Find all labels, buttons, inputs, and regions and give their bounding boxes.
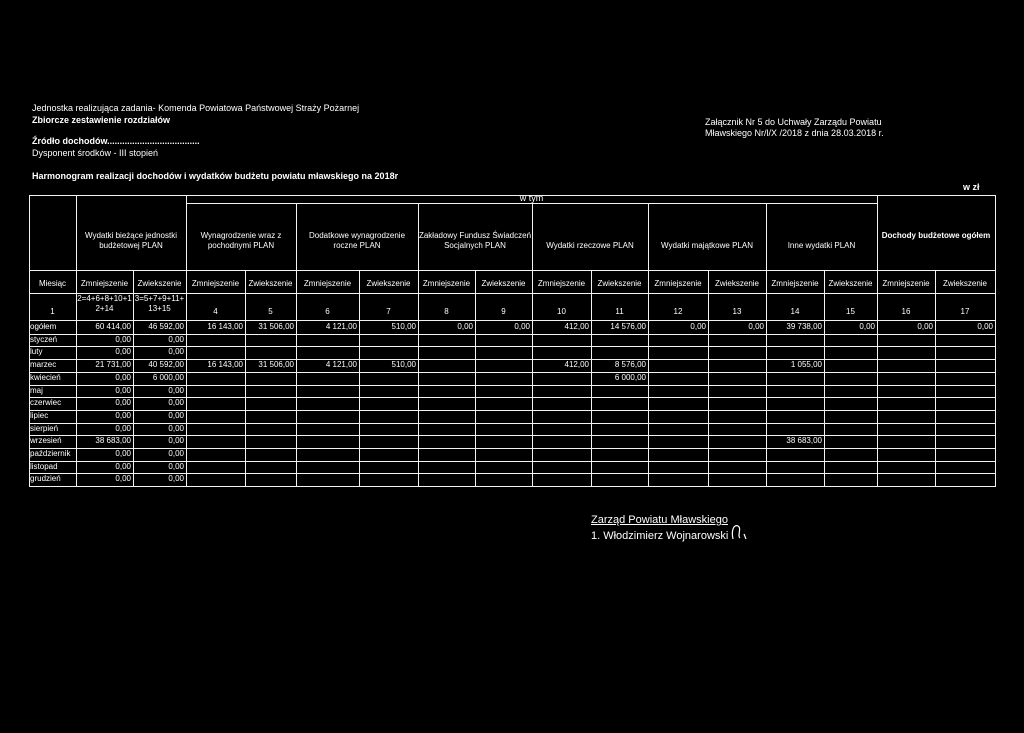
row-0-value-9: 0,00: [514, 322, 530, 331]
row-2-value-3: 0,00: [168, 347, 184, 356]
column-number-13: 13: [732, 307, 742, 316]
row-4-value-11: 6 000,00: [614, 373, 646, 382]
row-0-value-6: 4 121,00: [325, 322, 357, 331]
row-month-6: czerwiec: [30, 398, 62, 407]
row-month-11: listopad: [30, 462, 58, 471]
row-0-value-10: 412,00: [564, 322, 589, 331]
row-month-4: kwiecień: [30, 373, 61, 382]
row-7-value-2: 0,00: [115, 411, 131, 420]
row-month-7: lipiec: [30, 411, 49, 420]
row-10-value-3: 0,00: [168, 449, 184, 458]
sub-header-10: Zwiekszenie: [597, 279, 642, 288]
summary-label: Zbiorcze zestawienie rozdziałów: [32, 115, 171, 125]
row-month-10: październik: [30, 449, 71, 458]
board-member: 1. Włodzimierz Wojnarowski: [591, 530, 729, 542]
row-4-value-2: 0,00: [115, 373, 131, 382]
board-name: Zarząd Powiatu Mławskiego: [591, 514, 728, 526]
row-9-value-3: 0,00: [168, 436, 184, 445]
row-0-value-13: 0,00: [748, 322, 764, 331]
group-majatkowe: Wydatki majątkowe PLAN: [661, 241, 753, 250]
column-number-16: 16: [901, 307, 911, 316]
row-0-value-8: 0,00: [457, 322, 473, 331]
row-month-3: marzec: [30, 360, 57, 369]
column-number-6: 6: [325, 307, 330, 316]
column-number-15: 15: [846, 307, 855, 316]
sub-header-5: Zmniejszenie: [303, 279, 352, 288]
row-9-value-14: 38 683,00: [786, 436, 822, 445]
row-1-value-2: 0,00: [115, 335, 131, 344]
sub-header-3: Zmniejszenie: [191, 279, 240, 288]
row-8-value-2: 0,00: [115, 424, 131, 433]
row-3-value-10: 412,00: [564, 360, 589, 369]
row-month-0: ogółem: [30, 322, 57, 331]
row-10-value-2: 0,00: [115, 449, 131, 458]
row-0-value-15: 0,00: [859, 322, 875, 331]
row-month-8: sierpień: [30, 424, 59, 433]
group-zfss: Zakładowy Fundusz Świadczeń Socjalnych PLAN: [418, 231, 532, 250]
page-title: Harmonogram realizacji dochodów i wydatków budżetu powiatu mławskiego na 2018r: [32, 171, 399, 181]
row-3-value-5: 31 506,00: [258, 360, 294, 369]
sub-header-6: Zwiekszenie: [366, 279, 411, 288]
row-0-value-11: 14 576,00: [610, 322, 646, 331]
month-header: Miesiąc: [38, 279, 67, 288]
row-month-9: wrzesień: [30, 436, 62, 445]
row-12-value-3: 0,00: [168, 474, 184, 483]
sub-header-4: Zwiekszenie: [248, 279, 293, 288]
row-1-value-3: 0,00: [168, 335, 184, 344]
column-number-9: 9: [501, 307, 506, 316]
sub-header-2: Zwiekszenie: [137, 279, 182, 288]
column-number-2: 2=4+6+8+10+1 2+14: [77, 294, 132, 313]
column-number-3: 3=5+7+9+11+ 13+15: [134, 294, 185, 313]
group-dochody: Dochody budżetowe ogółem: [881, 231, 991, 240]
sub-header-7: Zmniejszenie: [422, 279, 471, 288]
row-0-value-17: 0,00: [977, 322, 993, 331]
group-inne: Inne wydatki PLAN: [787, 241, 856, 250]
row-month-12: grudzień: [30, 474, 61, 483]
row-6-value-3: 0,00: [168, 398, 184, 407]
row-3-value-2: 21 731,00: [95, 360, 131, 369]
row-4-value-3: 6 000,00: [152, 373, 184, 382]
sub-header-14: Zwiekszenie: [828, 279, 873, 288]
row-month-2: luty: [30, 347, 43, 356]
sub-header-9: Zmniejszenie: [537, 279, 586, 288]
dysponent: Dysponent środków - III stopień: [32, 148, 159, 158]
column-number-10: 10: [557, 307, 566, 316]
row-0-value-14: 39 738,00: [786, 322, 822, 331]
income-source: Źródło dochodów.....................................: [32, 136, 200, 146]
w-tym-label: w tym: [519, 193, 544, 203]
sub-header-16: Zwiekszenie: [942, 279, 987, 288]
row-3-value-4: 16 143,00: [207, 360, 243, 369]
row-0-value-16: 0,00: [917, 322, 933, 331]
row-0-value-3: 46 592,00: [148, 322, 184, 331]
column-number-17: 17: [960, 307, 970, 316]
column-number-8: 8: [444, 307, 449, 316]
group-rzeczowe: Wydatki rzeczowe PLAN: [546, 241, 634, 250]
column-number-5: 5: [268, 307, 273, 316]
sub-header-12: Zwiekszenie: [714, 279, 759, 288]
unit-name: Jednostka realizująca zadania- Komenda Powiatowa Państwowej Straży Pożarnej: [32, 103, 360, 113]
row-3-value-3: 40 592,00: [148, 360, 184, 369]
group-wynagrodzenie: Wynagrodzenie wraz z pochodnymi PLAN: [200, 231, 282, 250]
row-0-value-7: 510,00: [391, 322, 416, 331]
row-2-value-2: 0,00: [115, 347, 131, 356]
sub-header-15: Zmniejszenie: [882, 279, 930, 288]
sub-header-11: Zmniejszenie: [654, 279, 702, 288]
row-0-value-2: 60 414,00: [95, 322, 131, 331]
column-number-14: 14: [790, 307, 800, 316]
currency-unit: w zł: [963, 182, 980, 192]
column-number-12: 12: [673, 307, 683, 316]
row-11-value-2: 0,00: [115, 462, 131, 471]
row-month-5: maj: [30, 386, 43, 395]
group-wydatki-biezace: Wydatki bieżące jednostki budżetowej PLAN: [85, 231, 177, 250]
row-8-value-3: 0,00: [168, 424, 184, 433]
column-number-4: 4: [213, 307, 218, 316]
row-0-value-4: 16 143,00: [207, 322, 243, 331]
attachment-line2: Mławskiego Nr/l/X /2018 z dnia 28.03.2018 r.: [705, 128, 884, 138]
row-5-value-2: 0,00: [115, 386, 131, 395]
row-3-value-6: 4 121,00: [325, 360, 357, 369]
row-12-value-2: 0,00: [115, 474, 131, 483]
row-3-value-7: 510,00: [391, 360, 416, 369]
attachment-line1: Załącznik Nr 5 do Uchwały Zarządu Powiatu: [705, 117, 882, 127]
sub-header-1: Zmniejszenie: [80, 279, 129, 288]
sub-header-8: Zwiekszenie: [481, 279, 526, 288]
row-11-value-3: 0,00: [168, 462, 184, 471]
row-5-value-3: 0,00: [168, 386, 184, 395]
sub-header-13: Zmniejszenie: [771, 279, 819, 288]
row-3-value-14: 1 055,00: [790, 360, 822, 369]
schedule-table: [29, 195, 996, 486]
column-number-7: 7: [386, 307, 391, 316]
signature-mark: [728, 522, 754, 542]
row-0-value-12: 0,00: [690, 322, 706, 331]
column-number-11: 11: [615, 307, 624, 316]
row-6-value-2: 0,00: [115, 398, 131, 407]
row-3-value-11: 8 576,00: [614, 360, 646, 369]
row-9-value-2: 38 683,00: [95, 436, 131, 445]
row-month-1: styczeń: [30, 335, 58, 344]
group-dodatkowe: Dodatkowe wynagrodzenie roczne PLAN: [308, 231, 406, 250]
row-0-value-5: 31 506,00: [258, 322, 294, 331]
row-7-value-3: 0,00: [168, 411, 184, 420]
column-number-1: 1: [50, 307, 55, 316]
